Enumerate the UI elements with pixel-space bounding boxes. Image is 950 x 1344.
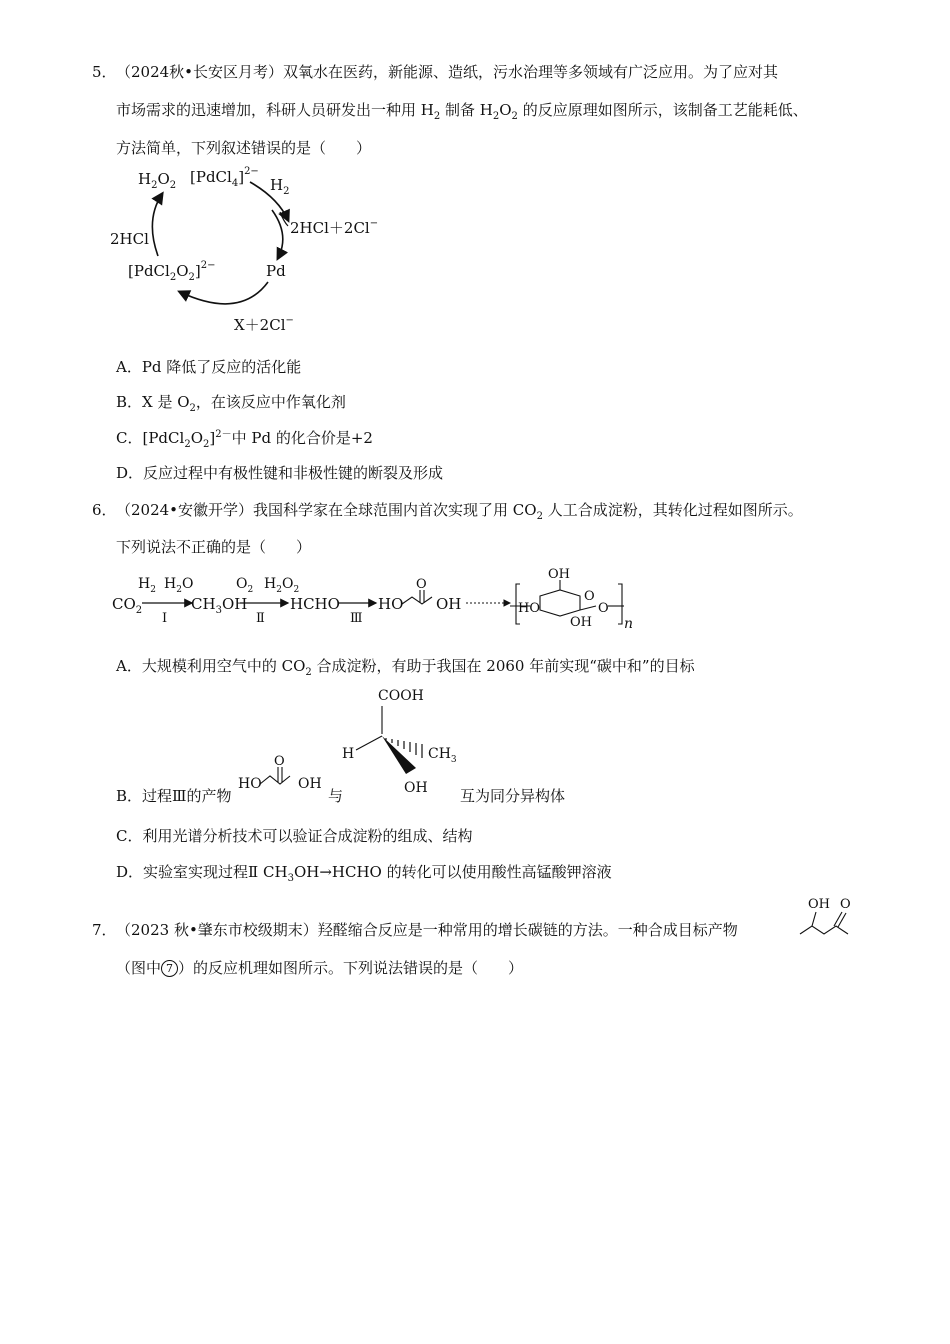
lactic-acid-structure (336, 682, 466, 802)
label-h2o2: $H_2O_2$ (138, 170, 177, 191)
label-pdcl2o2: $[PdCl_2O_2]^{2-}$ (128, 260, 216, 283)
q6-line2: 下列说法不正确的是（ ） (116, 538, 312, 556)
q5-line1: 5．（2024秋•长安区月考）双氧水在医药，新能源、造纸，污水治理等多领域有广泛应用。为了应对其 (92, 63, 779, 81)
ch3oh: $CH_3OH$ (191, 595, 248, 616)
q5-option-b: B．X 是 $O_2$，在该反应中作氧化剂 (116, 393, 346, 414)
svg-text:O: O (598, 601, 609, 616)
label-h2: $H_2$ (270, 176, 290, 197)
q6-option-a: A．大规模利用空气中的 $CO_2$ 合成淀粉，有助于我国在 2060 年前实现“碳中和”的目标 (116, 657, 695, 678)
svg-text:H2O: $H_2O$ (164, 576, 194, 595)
pd-catalytic-cycle-diagram (100, 160, 400, 340)
q5-number: 5． (92, 63, 117, 81)
svg-text:CH3: $CH_3$ (428, 746, 457, 765)
q5-option-d: D．反应过程中有极性键和非极性键的断裂及形成 (116, 464, 444, 482)
label-2hcl-2cl: 2HCl＋2Cl− (290, 218, 379, 237)
label-x-2cl: X＋2Cl− (234, 315, 294, 334)
cycle-arrow-right (272, 210, 283, 258)
svg-text:I: I (162, 611, 168, 626)
q6-option-b-with: 与 (328, 787, 344, 805)
svg-text:O: O (584, 589, 595, 604)
svg-text:OH: OH (404, 780, 428, 796)
svg-text:n: n (624, 616, 634, 632)
svg-text:O: O (274, 754, 285, 769)
label-pd: Pd (266, 262, 286, 280)
svg-text:O: O (840, 897, 851, 912)
svg-text:OH: OH (436, 595, 462, 613)
label-pdcl4: [PdCl$_4$]$^{2-}$ (190, 166, 259, 189)
circled-number-7: 7 (161, 960, 178, 977)
q6-number: 6． (92, 501, 117, 519)
q7-line1: 7．（2023 秋•肇东市校级期末）羟醛缩合反应是一种常用的增长碳链的方法。一种合成目标产物 (92, 921, 738, 939)
svg-text:OH: OH (548, 567, 570, 582)
q5-option-a: A．Pd 降低了反应的活化能 (116, 358, 302, 376)
q6-line1: 6．（2024•安徽开学）我国科学家在全球范围内首次实现了用 $CO_2$ 人工合成淀粉，其转化过程如图所示。 (92, 501, 803, 522)
svg-text:COOH: COOH (378, 688, 424, 704)
svg-text:HO: HO (238, 776, 262, 792)
q7-line2: （图中 7 ）的反应机理如图所示。下列说法错误的是（ ） (116, 959, 524, 977)
svg-text:O: O (416, 577, 427, 592)
q6-option-b-prefix: B．过程Ⅲ的产物 (116, 787, 232, 805)
q6-option-c: C．利用光谱分析技术可以验证合成淀粉的组成、结构 (116, 827, 473, 845)
svg-text:HO: HO (378, 595, 404, 613)
label-2hcl-left: 2HCl (110, 230, 149, 248)
q6-option-b-suffix: 互为同分异构体 (460, 787, 566, 805)
svg-text:Ⅲ: Ⅲ (350, 611, 363, 626)
dihydroxyacetone-structure (236, 752, 332, 796)
svg-text:H: H (342, 746, 355, 762)
svg-text:Ⅱ: Ⅱ (256, 611, 265, 626)
svg-text:OH: OH (298, 776, 322, 792)
q5-option-c: C．$[PdCl_2O_2]^{2-}$中 Pd 的化合价是+2 (116, 429, 373, 450)
hcho: HCHO (290, 595, 340, 613)
q5-line3: 方法简单，下列叙述错误的是（ ） (116, 139, 372, 157)
svg-text:H2O2: $H_2O_2$ (264, 576, 300, 595)
co2: $CO_2$ (112, 595, 143, 616)
svg-text:OH: OH (808, 897, 830, 912)
svg-text:H2: $H_2$ (138, 576, 156, 595)
svg-text:HO: HO (518, 601, 540, 616)
svg-text:OH: OH (570, 615, 592, 630)
target-product-structure (796, 894, 862, 942)
q5-line2: 市场需求的迅速增加，科研人员研发出一种用 $H_2$ 制备 $H_2O_2$ 的反应原理如图所示，该制备工艺能耗低、 (116, 101, 808, 122)
q7-number: 7． (92, 921, 117, 939)
cycle-arrow-bottom (180, 282, 268, 304)
q6-option-d: D．实验室实现过程Ⅱ $CH_3OH\to HCHO$ 的转化可以使用酸性高锰酸钾溶液 (116, 863, 612, 884)
cycle-arrow-left (152, 194, 162, 256)
co2-to-starch-scheme (110, 562, 640, 632)
svg-text:O2: $O_2$ (236, 576, 254, 595)
